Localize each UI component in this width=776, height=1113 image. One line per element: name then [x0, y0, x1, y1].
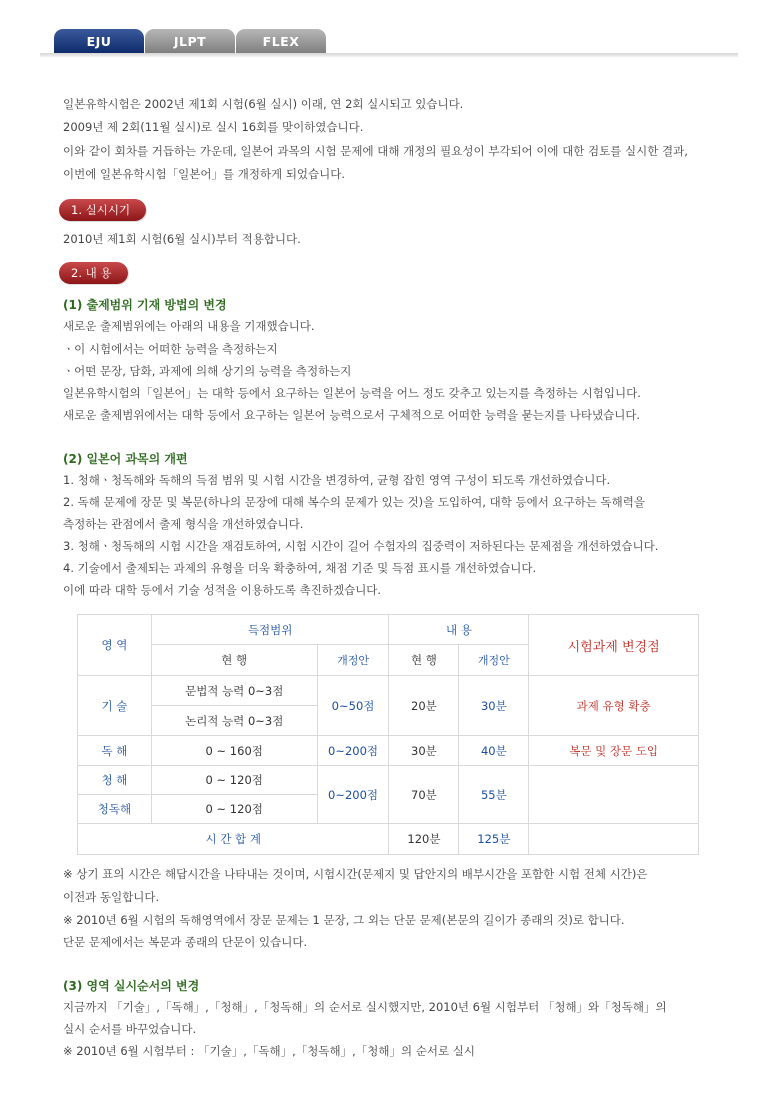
- row-reading: 독 해: [78, 736, 152, 766]
- row-writing: 기 술: [78, 676, 152, 736]
- sub2-title: (2) 일본어 과목의 개편: [63, 452, 188, 466]
- row-listening: 청 해: [78, 766, 152, 795]
- section-1-text: 2010년 제1회 시험(6월 실시)부터 적용합니다.: [63, 232, 301, 246]
- section-2-label: 2. 내 용: [59, 262, 128, 284]
- sub1-line: 새로운 출제범위에는 아래의 내용을 기재했습니다.: [63, 319, 315, 333]
- header-revised-2: 개정안: [459, 645, 529, 676]
- header-content: 내 용: [389, 615, 529, 645]
- row-listen-read: 청독해: [78, 795, 152, 824]
- header-area: 영 역: [78, 615, 152, 676]
- listen-read-score: 0 ~ 120점: [151, 795, 317, 824]
- sub1-title: (1) 출제범위 기재 방법의 변경: [63, 298, 227, 312]
- note-line: ※ 상기 표의 시간은 해답시간을 나타내는 것이며, 시험시간(문제지 및 답안지의 배부시간을 포함한 시험 전체 시간)은: [63, 867, 648, 881]
- intro-line-2: 2009년 제 2회(11월 실시)로 실시 16회를 맞이하였습니다.: [63, 120, 364, 134]
- sub1-line: ㆍ이 시험에서는 어떠한 능력을 측정하는지: [63, 342, 278, 356]
- sub3-title: (3) 영역 실시순서의 변경: [63, 979, 200, 993]
- reading-time: 30분: [389, 736, 459, 766]
- header-revised: 개정안: [317, 645, 389, 676]
- sub3-line: 지금까지 「기술」,「독해」,「청해」,「청독해」의 순서로 실시했지만, 2010년 6월 시험부터 「청해」와「청독해」의: [63, 1000, 667, 1014]
- listening-revised: 0~200점: [317, 766, 389, 824]
- score-change-table: [77, 614, 699, 855]
- listening-score: 0 ~ 120점: [151, 766, 317, 795]
- writing-change: 과제 유형 확충: [529, 676, 699, 736]
- reading-time-new: 40분: [459, 736, 529, 766]
- writing-time-new: 30분: [459, 676, 529, 736]
- header-score-range: 득점범위: [151, 615, 389, 645]
- writing-score-2: 논리적 능력 0~3점: [151, 706, 317, 736]
- sub1-line: ㆍ어떤 문장, 담화, 과제에 의해 상기의 능력을 측정하는지: [63, 364, 352, 378]
- writing-score-1: 문법적 능력 0~3점: [151, 676, 317, 706]
- note-line: 단문 문제에서는 복문과 종래의 단문이 있습니다.: [63, 935, 308, 949]
- intro-line-1: 일본유학시험은 2002년 제1회 시험(6월 실시) 이래, 연 2회 실시되고 있습니다.: [63, 97, 464, 111]
- listening-change: [529, 766, 699, 824]
- note-line: 이전과 동일합니다.: [63, 890, 160, 904]
- note-line: ※ 2010년 6월 시험의 독해영역에서 장문 문제는 1 문장, 그 외는 단문 문제(본문의 길이가 종래의 것)로 합니다.: [63, 913, 625, 927]
- total-time-new: 125분: [459, 824, 529, 855]
- writing-revised: 0~50점: [317, 676, 389, 736]
- tab-bar: [54, 29, 327, 53]
- header-current: 현 행: [151, 645, 317, 676]
- sub3-line: 실시 순서를 바꾸었습니다.: [63, 1022, 197, 1036]
- header-current-2: 현 행: [389, 645, 459, 676]
- reading-score: 0 ~ 160점: [151, 736, 317, 766]
- listening-time-new: 55분: [459, 766, 529, 824]
- intro-line-4: 이번에 일본유학시험「일본어」를 개정하게 되었습니다.: [63, 167, 346, 181]
- intro-line-3: 이와 같이 회차를 거듭하는 가운데, 일본어 과목의 시험 문제에 대해 개정의 필요성이 부각되어 이에 대한 검토를 실시한 결과,: [63, 144, 688, 158]
- sub2-line: 이에 따라 대학 등에서 기술 성적을 이용하도록 촉진하겠습니다.: [63, 583, 382, 597]
- total-change: [529, 824, 699, 855]
- reading-change: 복문 및 장문 도입: [529, 736, 699, 766]
- sub1-line: 새로운 출제범위에서는 대학 등에서 요구하는 일본어 능력으로서 구체적으로 어떠한 능력을 묻는지를 나타냈습니다.: [63, 408, 641, 422]
- writing-time: 20분: [389, 676, 459, 736]
- reading-revised: 0~200점: [317, 736, 389, 766]
- tab-flex[interactable]: FLEX: [236, 29, 326, 53]
- sub2-line: 3. 청해ㆍ청독해의 시험 시간을 재검토하여, 시험 시간이 길어 수험자의 집중력이 저하된다는 문제점을 개선하였습니다.: [63, 539, 659, 553]
- section-1-label: 1. 실시시기: [59, 199, 146, 221]
- tab-eju[interactable]: EJU: [54, 29, 144, 53]
- sub1-line: 일본유학시험의「일본어」는 대학 등에서 요구하는 일본어 능력을 어느 정도 갖추고 있는지를 측정하는 시험입니다.: [63, 386, 641, 400]
- row-total: 시 간 합 계: [78, 824, 389, 855]
- sub2-line: 1. 청해ㆍ청독해와 독해의 득점 범위 및 시험 시간을 변경하여, 균형 잡힌 영역 구성이 되도록 개선하였습니다.: [63, 473, 611, 487]
- total-time: 120분: [389, 824, 459, 855]
- tab-jlpt[interactable]: JLPT: [145, 29, 235, 53]
- sub3-line: ※ 2010년 6월 시험부터 : 「기술」,「독해」,「청독해」,「청해」의 순서로 실시: [63, 1044, 475, 1058]
- tab-divider: [40, 53, 738, 57]
- header-change: 시험과제 변경점: [529, 615, 699, 676]
- listening-time: 70분: [389, 766, 459, 824]
- sub2-line: 2. 독해 문제에 장문 및 복문(하나의 문장에 대해 복수의 문제가 있는 것)을 도입하여, 대학 등에서 요구하는 독해력을: [63, 495, 645, 509]
- sub2-line: 측정하는 관점에서 출제 형식을 개선하였습니다.: [63, 517, 304, 531]
- sub2-line: 4. 기술에서 출제되는 과제의 유형을 더욱 확충하여, 채점 기준 및 득점 표시를 개선하였습니다.: [63, 561, 537, 575]
